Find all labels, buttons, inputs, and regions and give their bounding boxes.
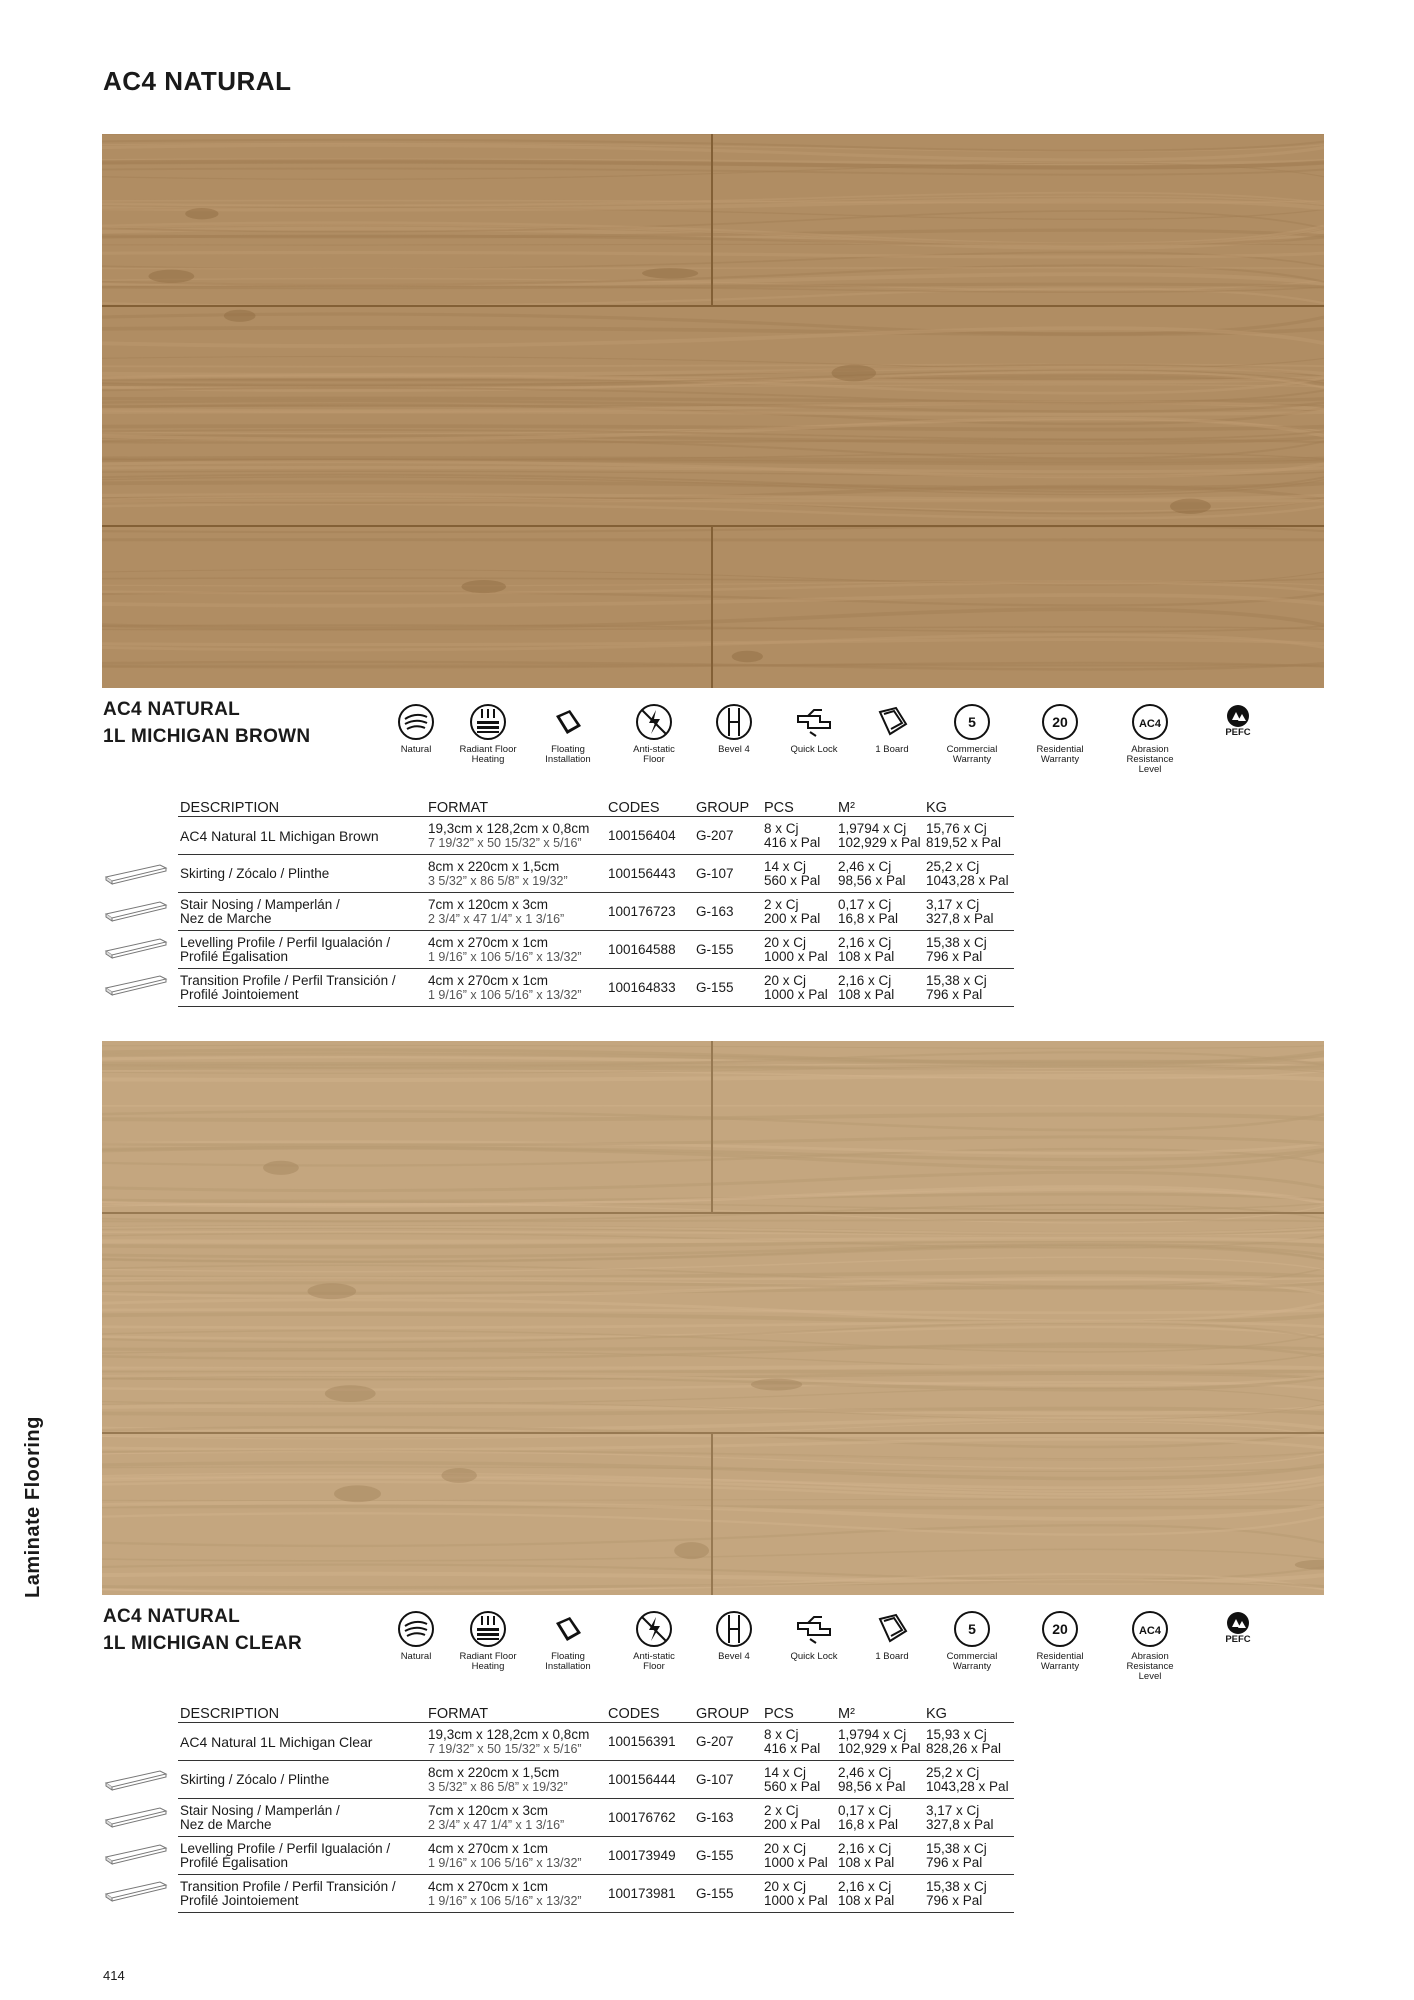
pefc-logo-text: PEFC — [1225, 727, 1251, 738]
cell-code-line1: 100164833 — [608, 979, 676, 995]
product-name-line1: AC4 NATURAL — [103, 699, 240, 720]
cell-pcs — [762, 1761, 836, 1799]
cell-kg-line1: 15,38 x Cj — [926, 1878, 987, 1894]
cell-pcs-line1: 14 x Cj — [764, 1764, 807, 1780]
cell-pcs-line1: 2 x Cj — [764, 1802, 799, 1818]
anti-static-floor-icon — [634, 1609, 674, 1649]
cell-format-line2: 7 19/32” x 50 15/32” x 5/16” — [428, 1741, 582, 1756]
cell-m2-line2: 108 x Pal — [838, 1892, 895, 1908]
cell-description-line1: Transition Profile / Perfil Transición / — [180, 972, 396, 988]
cell-group — [694, 1837, 762, 1875]
cell-description-line2: Profilé Jointoiement — [180, 986, 299, 1002]
cell-pcs-line2: 200 x Pal — [764, 910, 821, 926]
cell-pcs-line1: 14 x Cj — [764, 858, 807, 874]
column-header-description: DESCRIPTION — [178, 794, 426, 817]
cell-group — [694, 1761, 762, 1799]
cell-format — [426, 893, 606, 931]
cell-format-line2: 1 9/16” x 106 5/16” x 13/32” — [428, 1855, 582, 1870]
product-name-line2: 1L MICHIGAN CLEAR — [103, 1633, 302, 1654]
cell-description-line1: Skirting / Zócalo / Plinthe — [180, 865, 330, 881]
cell-description-line1: Skirting / Zócalo / Plinthe — [180, 1771, 330, 1787]
cell-m2 — [836, 931, 924, 969]
cell-format-line1: 8cm x 220cm x 1,5cm — [428, 858, 560, 874]
profile-sketch-icon — [104, 1765, 168, 1791]
cell-format-line2: 2 3/4” x 47 1/4” x 1 3/16” — [428, 911, 565, 926]
cell-code-line1: 100156443 — [608, 865, 676, 881]
cell-m2-line1: 1,9794 x Cj — [838, 820, 907, 836]
column-header-format: FORMAT — [426, 1700, 606, 1723]
cell-description-line1: AC4 Natural 1L Michigan Brown — [180, 827, 379, 844]
cell-m2-line2: 16,8 x Pal — [838, 910, 899, 926]
cell-m2 — [836, 1837, 924, 1875]
svg-text:20: 20 — [1052, 714, 1068, 730]
cell-format — [426, 1723, 606, 1761]
cell-pcs — [762, 817, 836, 855]
cell-kg-line1: 3,17 x Cj — [926, 896, 980, 912]
cell-format-line2: 1 9/16” x 106 5/16” x 13/32” — [428, 949, 582, 964]
column-header-format: FORMAT — [426, 794, 606, 817]
cell-kg-line1: 15,38 x Cj — [926, 934, 987, 950]
floating-installation-icon — [548, 1609, 588, 1649]
cell-description — [178, 817, 426, 855]
column-header-codes: CODES — [606, 1700, 694, 1723]
profile-sketch-icon — [104, 1839, 168, 1865]
cell-kg-line2: 796 x Pal — [926, 1854, 983, 1870]
feature-abrasion-resistance — [1100, 702, 1200, 775]
profile-sketch-icon — [104, 970, 168, 996]
feature-residential-warranty — [1010, 1609, 1110, 1672]
feature-label: Natural — [400, 744, 432, 755]
feature-label: Quick Lock — [790, 1651, 838, 1662]
cell-group-line1: G-155 — [696, 941, 734, 957]
feature-label: Floating Installation — [545, 744, 591, 765]
cell-group — [694, 817, 762, 855]
cell-format-line2: 7 19/32” x 50 15/32” x 5/16” — [428, 835, 582, 850]
cell-pcs — [762, 969, 836, 1007]
cell-m2 — [836, 1799, 924, 1837]
natural-icon — [396, 702, 436, 742]
cell-description-line1: AC4 Natural 1L Michigan Clear — [180, 1733, 373, 1750]
feature-label: Natural — [400, 1651, 432, 1662]
cell-code-line1: 100156391 — [608, 1733, 676, 1749]
cell-kg-line1: 15,93 x Cj — [926, 1726, 987, 1742]
cell-m2 — [836, 1875, 924, 1913]
section-side-label: Laminate Flooring — [22, 1416, 44, 1598]
commercial-warranty-icon — [952, 1609, 992, 1649]
cell-kg-line1: 15,38 x Cj — [926, 1840, 987, 1856]
cell-m2-line2: 98,56 x Pal — [838, 1778, 906, 1794]
abrasion-resistance-icon — [1130, 1609, 1170, 1649]
cell-description — [178, 1723, 426, 1761]
cell-description-line2: Profilé Égalisation — [180, 948, 289, 964]
cell-m2 — [836, 855, 924, 893]
cell-description-line1: Levelling Profile / Perfil Igualación / — [180, 934, 391, 950]
column-header-codes: CODES — [606, 794, 694, 817]
cell-format-line2: 1 9/16” x 106 5/16” x 13/32” — [428, 1893, 582, 1908]
pefc-logo-text: PEFC — [1225, 1634, 1251, 1645]
cell-pcs — [762, 1837, 836, 1875]
feature-pefc-logo — [1188, 702, 1288, 738]
page-title: AC4 NATURAL — [103, 66, 292, 96]
feature-label: Commercial Warranty — [946, 744, 998, 765]
profile-sketch-icon — [104, 933, 168, 959]
cell-m2-line1: 2,16 x Cj — [838, 972, 892, 988]
cell-group — [694, 1723, 762, 1761]
cell-code — [606, 1799, 694, 1837]
column-header-m2: M² — [836, 794, 924, 817]
one-board-icon — [872, 702, 912, 742]
cell-format-line1: 19,3cm x 128,2cm x 0,8cm — [428, 820, 590, 836]
cell-group — [694, 855, 762, 893]
cell-format-line1: 19,3cm x 128,2cm x 0,8cm — [428, 1726, 590, 1742]
cell-pcs — [762, 1875, 836, 1913]
cell-pcs-line2: 1000 x Pal — [764, 948, 828, 964]
residential-warranty-icon — [1040, 702, 1080, 742]
cell-code-line1: 100164588 — [608, 941, 676, 957]
feature-abrasion-resistance — [1100, 1609, 1200, 1682]
table-row — [178, 931, 1014, 969]
cell-m2 — [836, 893, 924, 931]
cell-m2 — [836, 1723, 924, 1761]
cell-pcs-line2: 416 x Pal — [764, 1740, 821, 1756]
cell-pcs-line2: 1000 x Pal — [764, 986, 828, 1002]
bevel-4-icon — [714, 702, 754, 742]
feature-floating-installation — [518, 702, 618, 765]
cell-group — [694, 931, 762, 969]
quick-lock-icon — [794, 702, 834, 742]
cell-code — [606, 1837, 694, 1875]
cell-m2-line2: 16,8 x Pal — [838, 1816, 899, 1832]
cell-kg — [924, 1723, 1014, 1761]
cell-kg — [924, 817, 1014, 855]
cell-pcs-line1: 20 x Cj — [764, 972, 807, 988]
profile-sketch-icon — [104, 859, 168, 885]
column-header-m2: M² — [836, 1700, 924, 1723]
cell-format-line1: 8cm x 220cm x 1,5cm — [428, 1764, 560, 1780]
cell-kg-line2: 1043,28 x Pal — [926, 872, 1009, 888]
profile-sketch-icon — [104, 1876, 168, 1902]
feature-label: Anti-static Floor — [633, 744, 675, 765]
feature-label: 1 Board — [875, 744, 909, 755]
cell-m2-line1: 0,17 x Cj — [838, 896, 892, 912]
table-row — [178, 1723, 1014, 1761]
feature-label: Radiant Floor Heating — [459, 1651, 517, 1672]
cell-description — [178, 969, 426, 1007]
cell-code — [606, 1723, 694, 1761]
cell-group-line1: G-207 — [696, 827, 734, 843]
cell-description-line2: Profilé Égalisation — [180, 1854, 289, 1870]
cell-group-line1: G-163 — [696, 903, 734, 919]
feature-label: Quick Lock — [790, 744, 838, 755]
cell-pcs — [762, 1723, 836, 1761]
cell-format-line1: 4cm x 270cm x 1cm — [428, 934, 549, 950]
cell-m2-line1: 0,17 x Cj — [838, 1802, 892, 1818]
cell-code-line1: 100173981 — [608, 1885, 676, 1901]
cell-m2-line1: 2,16 x Cj — [838, 1840, 892, 1856]
cell-description — [178, 893, 426, 931]
cell-pcs — [762, 1799, 836, 1837]
cell-m2-line2: 102,929 x Pal — [838, 1740, 921, 1756]
table-row — [178, 817, 1014, 855]
feature-icons-row — [396, 1609, 1316, 1689]
radiant-floor-heating-icon — [468, 1609, 508, 1649]
cell-m2-line1: 2,46 x Cj — [838, 1764, 892, 1780]
cell-format-line1: 7cm x 120cm x 3cm — [428, 1802, 549, 1818]
cell-m2-line1: 2,46 x Cj — [838, 858, 892, 874]
cell-code — [606, 969, 694, 1007]
feature-label: Residential Warranty — [1036, 1651, 1084, 1672]
cell-group-line1: G-107 — [696, 1771, 734, 1787]
svg-text:AC4: AC4 — [1138, 718, 1162, 730]
spec-table-michigan-clear — [178, 1700, 1014, 1913]
cell-format-line1: 4cm x 270cm x 1cm — [428, 1840, 549, 1856]
feature-label: Commercial Warranty — [946, 1651, 998, 1672]
cell-format-line1: 7cm x 120cm x 3cm — [428, 896, 549, 912]
feature-label: Anti-static Floor — [633, 1651, 675, 1672]
cell-kg-line2: 819,52 x Pal — [926, 834, 1002, 850]
cell-m2-line1: 2,16 x Cj — [838, 1878, 892, 1894]
cell-format — [426, 1875, 606, 1913]
cell-format — [426, 855, 606, 893]
profile-sketch-icon — [104, 896, 168, 922]
cell-kg — [924, 1761, 1014, 1799]
table-row — [178, 1875, 1014, 1913]
wood-swatch-michigan-clear — [102, 1041, 1324, 1595]
cell-format — [426, 1837, 606, 1875]
cell-m2-line2: 108 x Pal — [838, 1854, 895, 1870]
cell-kg-line2: 828,26 x Pal — [926, 1740, 1002, 1756]
svg-text:5: 5 — [968, 714, 976, 730]
column-header-kg: KG — [924, 794, 1014, 817]
svg-text:AC4: AC4 — [1138, 1625, 1162, 1637]
cell-group — [694, 1799, 762, 1837]
product-name-michigan-brown — [103, 696, 310, 750]
cell-description-line1: Transition Profile / Perfil Transición / — [180, 1878, 396, 1894]
cell-m2-line1: 1,9794 x Cj — [838, 1726, 907, 1742]
cell-group-line1: G-107 — [696, 865, 734, 881]
cell-description — [178, 931, 426, 969]
cell-kg — [924, 969, 1014, 1007]
cell-format — [426, 1799, 606, 1837]
cell-format — [426, 931, 606, 969]
feature-icons-row — [396, 702, 1316, 782]
cell-kg — [924, 1837, 1014, 1875]
feature-label: Bevel 4 — [718, 744, 750, 755]
table-row — [178, 855, 1014, 893]
cell-pcs — [762, 855, 836, 893]
cell-kg-line2: 1043,28 x Pal — [926, 1778, 1009, 1794]
cell-format-line2: 3 5/32” x 86 5/8” x 19/32” — [428, 873, 568, 888]
cell-kg-line1: 15,38 x Cj — [926, 972, 987, 988]
column-header-description: DESCRIPTION — [178, 1700, 426, 1723]
feature-label: Abrasion Resistance Level — [1126, 1651, 1174, 1682]
cell-format-line2: 1 9/16” x 106 5/16” x 13/32” — [428, 987, 582, 1002]
cell-group — [694, 1875, 762, 1913]
cell-pcs-line2: 1000 x Pal — [764, 1892, 828, 1908]
cell-pcs-line1: 20 x Cj — [764, 934, 807, 950]
cell-kg-line1: 15,76 x Cj — [926, 820, 987, 836]
cell-description-line1: Levelling Profile / Perfil Igualación / — [180, 1840, 391, 1856]
cell-group-line1: G-155 — [696, 979, 734, 995]
cell-kg — [924, 1875, 1014, 1913]
cell-code — [606, 1875, 694, 1913]
wood-swatch-michigan-brown — [102, 134, 1324, 688]
feature-residential-warranty — [1010, 702, 1110, 765]
cell-m2-line1: 2,16 x Cj — [838, 934, 892, 950]
cell-code — [606, 893, 694, 931]
quick-lock-icon — [794, 1609, 834, 1649]
table-row — [178, 1799, 1014, 1837]
cell-format — [426, 817, 606, 855]
cell-pcs — [762, 893, 836, 931]
cell-description-line1: Stair Nosing / Mamperlán / — [180, 1802, 340, 1818]
wood-texture — [102, 134, 1324, 688]
cell-kg — [924, 1799, 1014, 1837]
cell-code-line1: 100156404 — [608, 827, 676, 843]
cell-group-line1: G-163 — [696, 1809, 734, 1825]
page-number: 414 — [103, 1968, 125, 1983]
residential-warranty-icon — [1040, 1609, 1080, 1649]
cell-pcs-line1: 2 x Cj — [764, 896, 799, 912]
cell-format — [426, 969, 606, 1007]
column-header-group: GROUP — [694, 1700, 762, 1723]
cell-kg — [924, 893, 1014, 931]
cell-kg-line1: 25,2 x Cj — [926, 1764, 980, 1780]
abrasion-resistance-icon — [1130, 702, 1170, 742]
cell-code-line1: 100176762 — [608, 1809, 676, 1825]
cell-pcs-line1: 20 x Cj — [764, 1878, 807, 1894]
anti-static-floor-icon — [634, 702, 674, 742]
product-name-line2: 1L MICHIGAN BROWN — [103, 726, 311, 747]
one-board-icon — [872, 1609, 912, 1649]
cell-kg — [924, 855, 1014, 893]
radiant-floor-heating-icon — [468, 702, 508, 742]
svg-text:20: 20 — [1052, 1621, 1068, 1637]
cell-pcs-line1: 8 x Cj — [764, 820, 799, 836]
cell-m2-line2: 98,56 x Pal — [838, 872, 906, 888]
feature-label: Radiant Floor Heating — [459, 744, 517, 765]
feature-label: Residential Warranty — [1036, 744, 1084, 765]
cell-format-line1: 4cm x 270cm x 1cm — [428, 1878, 549, 1894]
wood-texture — [102, 1041, 1324, 1595]
cell-code — [606, 931, 694, 969]
cell-pcs-line2: 560 x Pal — [764, 1778, 821, 1794]
cell-code-line1: 100156444 — [608, 1771, 676, 1787]
cell-format — [426, 1761, 606, 1799]
cell-pcs-line1: 8 x Cj — [764, 1726, 799, 1742]
cell-format-line1: 4cm x 270cm x 1cm — [428, 972, 549, 988]
cell-kg-line1: 3,17 x Cj — [926, 1802, 980, 1818]
cell-kg-line1: 25,2 x Cj — [926, 858, 980, 874]
natural-icon — [396, 1609, 436, 1649]
feature-commercial-warranty — [922, 702, 1022, 765]
cell-kg-line2: 327,8 x Pal — [926, 1816, 994, 1832]
cell-format-line2: 2 3/4” x 47 1/4” x 1 3/16” — [428, 1817, 565, 1832]
cell-code — [606, 817, 694, 855]
cell-description-line2: Nez de Marche — [180, 1816, 272, 1832]
cell-m2 — [836, 969, 924, 1007]
cell-kg-line2: 796 x Pal — [926, 986, 983, 1002]
table-row — [178, 1837, 1014, 1875]
cell-group-line1: G-155 — [696, 1847, 734, 1863]
cell-description-line1: Stair Nosing / Mamperlán / — [180, 896, 340, 912]
feature-label: Floating Installation — [545, 1651, 591, 1672]
feature-commercial-warranty — [922, 1609, 1022, 1672]
cell-kg-line2: 327,8 x Pal — [926, 910, 994, 926]
cell-pcs-line2: 560 x Pal — [764, 872, 821, 888]
cell-description-line2: Profilé Jointoiement — [180, 1892, 299, 1908]
svg-text:5: 5 — [968, 1621, 976, 1637]
cell-description — [178, 855, 426, 893]
feature-floating-installation — [518, 1609, 618, 1672]
cell-pcs-line2: 200 x Pal — [764, 1816, 821, 1832]
floating-installation-icon — [548, 702, 588, 742]
column-header-kg: KG — [924, 1700, 1014, 1723]
cell-m2-line2: 102,929 x Pal — [838, 834, 921, 850]
cell-pcs-line2: 416 x Pal — [764, 834, 821, 850]
product-name-line1: AC4 NATURAL — [103, 1606, 240, 1627]
cell-kg-line2: 796 x Pal — [926, 948, 983, 964]
cell-description-line2: Nez de Marche — [180, 910, 272, 926]
cell-pcs-line1: 20 x Cj — [764, 1840, 807, 1856]
cell-kg-line2: 796 x Pal — [926, 1892, 983, 1908]
feature-label: 1 Board — [875, 1651, 909, 1662]
column-header-group: GROUP — [694, 794, 762, 817]
cell-group — [694, 893, 762, 931]
bevel-4-icon — [714, 1609, 754, 1649]
cell-format-line2: 3 5/32” x 86 5/8” x 19/32” — [428, 1779, 568, 1794]
column-header-pcs: PCS — [762, 1700, 836, 1723]
cell-code — [606, 855, 694, 893]
profile-sketch-icon — [104, 1802, 168, 1828]
cell-kg — [924, 931, 1014, 969]
cell-description — [178, 1799, 426, 1837]
column-header-pcs: PCS — [762, 794, 836, 817]
cell-pcs-line2: 1000 x Pal — [764, 1854, 828, 1870]
cell-code-line1: 100173949 — [608, 1847, 676, 1863]
feature-label: Abrasion Resistance Level — [1126, 744, 1174, 775]
cell-group — [694, 969, 762, 1007]
product-name-michigan-clear — [103, 1603, 302, 1657]
cell-code-line1: 100176723 — [608, 903, 676, 919]
feature-pefc-logo — [1188, 1609, 1288, 1645]
cell-description — [178, 1875, 426, 1913]
cell-m2 — [836, 817, 924, 855]
spec-table-michigan-brown — [178, 794, 1014, 1007]
cell-group-line1: G-207 — [696, 1733, 734, 1749]
cell-code — [606, 1761, 694, 1799]
cell-m2-line2: 108 x Pal — [838, 948, 895, 964]
cell-description — [178, 1761, 426, 1799]
feature-label: Bevel 4 — [718, 1651, 750, 1662]
cell-m2-line2: 108 x Pal — [838, 986, 895, 1002]
table-row — [178, 1761, 1014, 1799]
table-row — [178, 893, 1014, 931]
table-row — [178, 969, 1014, 1007]
commercial-warranty-icon — [952, 702, 992, 742]
cell-pcs — [762, 931, 836, 969]
cell-group-line1: G-155 — [696, 1885, 734, 1901]
cell-description — [178, 1837, 426, 1875]
cell-m2 — [836, 1761, 924, 1799]
